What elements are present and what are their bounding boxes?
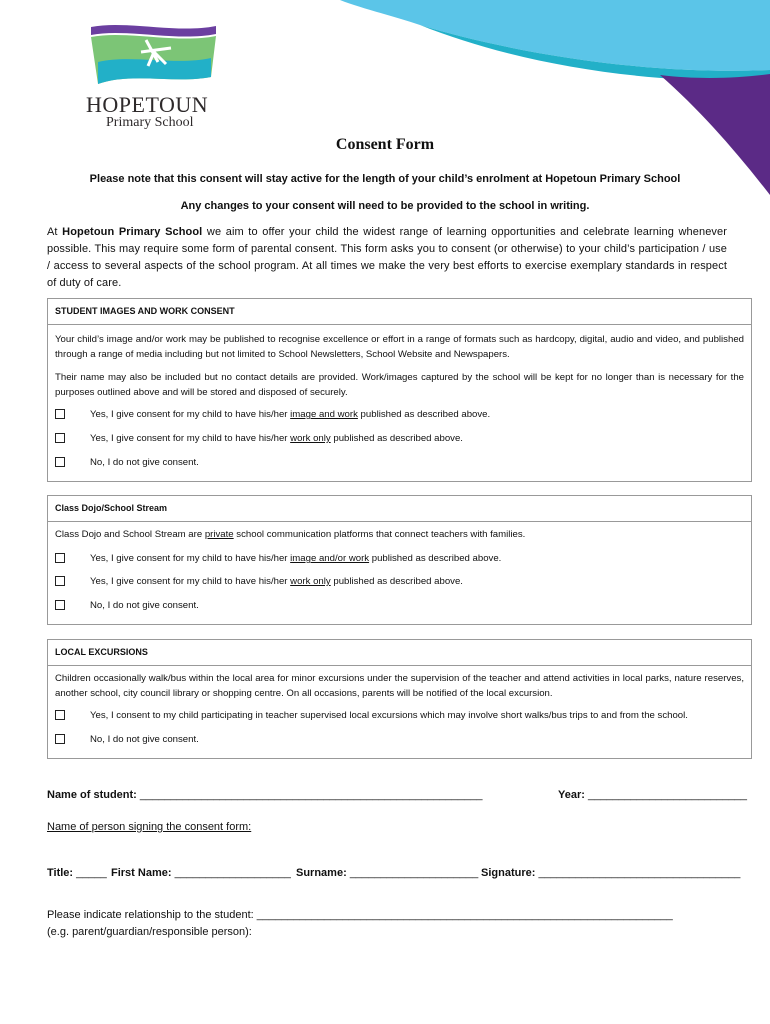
checkbox[interactable] xyxy=(55,457,65,467)
section-heading: Class Dojo/School Stream xyxy=(48,496,751,522)
surname-field[interactable]: Surname: _____________________ xyxy=(296,867,479,879)
section-heading: STUDENT IMAGES AND WORK CONSENT xyxy=(48,299,751,325)
excursions-consent-section xyxy=(47,639,752,759)
option-label: Yes, I give consent for my child to have his/her work only published as described above. xyxy=(90,433,463,444)
intro-paragraph: At Hopetoun Primary School we aim to offer your child the widest range of learning opportunities and celebrate learning whenever possible. This may require some form of parental consent. This form asks you to consent (or otherwise) to your child’s participation / use / access to several aspects of the school program. At all times we make the very best efforts to exercise exemplary standards in respect of duty of care. xyxy=(47,226,728,289)
option-label: No, I do not give consent. xyxy=(90,600,199,611)
relationship-field[interactable]: Please indicate relationship to the student: ____________________________________________________________________ xyxy=(47,909,673,921)
checkbox[interactable] xyxy=(55,433,65,443)
option-label: Yes, I give consent for my child to have his/her image and/or work published as described above. xyxy=(90,553,502,564)
images-consent-section xyxy=(47,298,752,482)
checkbox[interactable] xyxy=(55,734,65,744)
section-paragraph: Their name may also be included but no contact details are provided. Work/images captured by the school will be kept for no longer than is necessary for the purposes outlined above and will be stored and disposed of securely. xyxy=(55,372,744,398)
signing-person-label: Name of person signing the consent form: xyxy=(47,821,252,833)
first-name-field[interactable]: First Name: ___________________ xyxy=(111,867,291,879)
title-field[interactable]: Title: _____ xyxy=(47,867,107,879)
option-label: No, I do not give consent. xyxy=(90,457,199,468)
relationship-hint: (e.g. parent/guardian/responsible person): xyxy=(47,926,252,938)
consent-duration-note: Please note that this consent will stay active for the length of your child’s enrolment at Hopetoun Primary School xyxy=(89,173,681,185)
section-paragraph: Class Dojo and School Stream are private school communication platforms that connect teachers with families. xyxy=(55,529,526,540)
section-heading: LOCAL EXCURSIONS xyxy=(48,640,751,666)
student-name-field[interactable]: Name of student: ________________________________________________________ xyxy=(47,789,483,801)
section-paragraph: Your child’s image and/or work may be published to recognise excellence or effort in a range of formats such as hardcopy, digital, audio and video, and published through a range of media including but not limited to School Newsletters, School Website and Newspapers. xyxy=(55,334,744,360)
checkbox[interactable] xyxy=(55,409,65,419)
section-paragraph: Children occasionally walk/bus within the local area for minor excursions under the supervision of the teacher and attend activities in local parks, nature reserves, another school, city council library or shopping centre. On all occasions, parents will be notified of the local excursion. xyxy=(55,673,744,699)
checkbox[interactable] xyxy=(55,600,65,610)
school-name: HOPETOUN xyxy=(86,92,209,117)
option-label: Yes, I give consent for my child to have his/her image and work published as described above. xyxy=(90,409,491,420)
checkbox[interactable] xyxy=(55,576,65,586)
option-label: Yes, I give consent for my child to have his/her work only published as described above. xyxy=(90,576,463,587)
checkbox[interactable] xyxy=(55,553,65,563)
year-field[interactable]: Year: __________________________ xyxy=(558,789,748,801)
changes-note: Any changes to your consent will need to be provided to the school in writing. xyxy=(180,200,590,212)
option-label: Yes, I consent to my child participating in teacher supervised local excursions which may involve short walks/bus trips to and from the school. xyxy=(90,710,688,721)
dojo-consent-section xyxy=(47,495,752,625)
checkbox[interactable] xyxy=(55,710,65,720)
signature-field[interactable]: Signature: _________________________________ xyxy=(481,867,741,879)
school-subtitle: Primary School xyxy=(106,115,194,130)
option-label: No, I do not give consent. xyxy=(90,734,199,745)
form-title: Consent Form xyxy=(335,136,435,153)
